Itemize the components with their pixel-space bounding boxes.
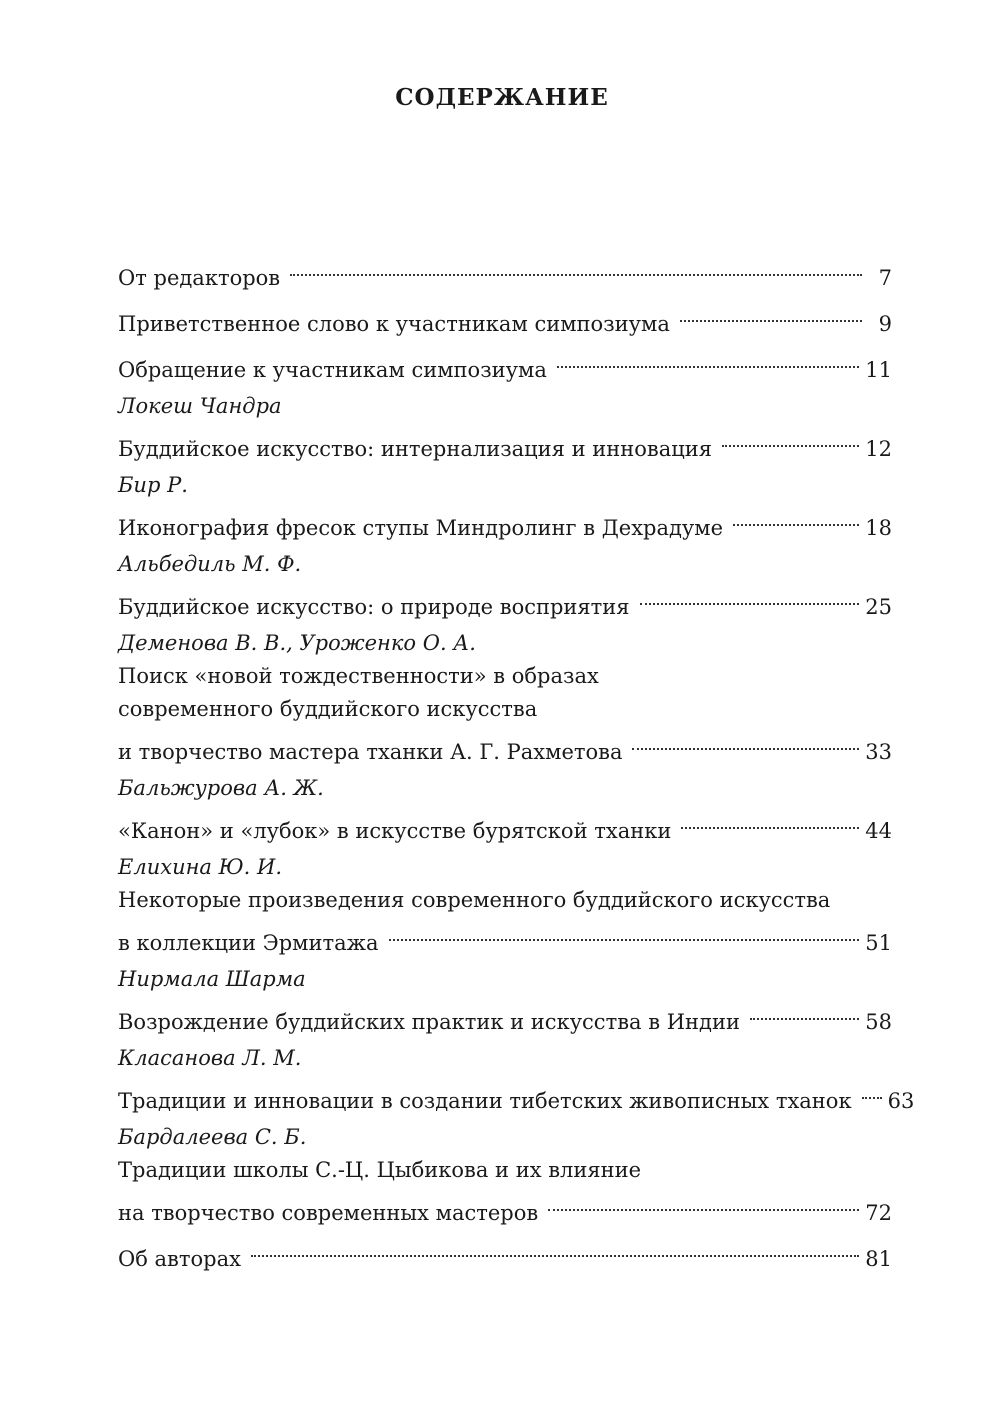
toc-entry-title: «Канон» и «лубок» в искусстве бурятской тханки: [118, 819, 672, 843]
dot-leader: [251, 1233, 859, 1266]
toc-entry-page-number: 44: [865, 819, 892, 843]
table-of-contents: [118, 252, 915, 1279]
toc-entry-title: Буддийское искусство: о природе восприятия: [118, 595, 630, 619]
toc-entry: [118, 1233, 892, 1271]
toc-entry-page-number: 7: [878, 266, 892, 290]
toc-entry-title: на творчество современных мастеров: [118, 1201, 539, 1225]
toc-entry: [118, 627, 892, 764]
toc-entry-title: Иконография фресок ступы Миндролинг в Дехрадуме: [118, 516, 724, 540]
toc-entry-title: в коллекции Эрмитажа: [118, 931, 379, 955]
dot-leader: [290, 252, 862, 285]
toc-entry-author: Нирмала Шарма: [118, 967, 306, 991]
toc-entry-author: Бальжурова А. Ж.: [118, 776, 324, 800]
dot-leader: [722, 423, 859, 456]
dot-leader: [389, 917, 860, 950]
toc-entry-title-row: [118, 581, 892, 619]
toc-entry-page-number: 18: [865, 516, 892, 540]
toc-entry-page-number: 81: [865, 1247, 892, 1271]
toc-entry-author: Локеш Чандра: [118, 394, 282, 418]
toc-entry-title: Традиции и инновации в создании тибетских живописных тханок: [118, 1089, 852, 1113]
dot-leader: [557, 344, 859, 377]
toc-entry: [118, 469, 892, 540]
toc-entry-title-row: [118, 1187, 892, 1225]
toc-entry-author: Бир Р.: [118, 473, 188, 497]
toc-entry-title: Буддийское искусство: интернализация и инновация: [118, 437, 712, 461]
toc-entry: [118, 390, 892, 461]
toc-entry-author: Класанова Л. М.: [118, 1046, 302, 1070]
page-title: СОДЕРЖАНИЕ: [395, 84, 609, 111]
toc-entry-title-row: [118, 252, 892, 290]
toc-entry: [118, 1042, 915, 1113]
toc-entry: [118, 851, 892, 955]
toc-entry-author: Бардалеева С. Б.: [118, 1125, 307, 1149]
toc-entry-page-number: 63: [887, 1089, 915, 1113]
dot-leader: [733, 502, 859, 535]
toc-entry-page-number: 12: [865, 437, 892, 461]
toc-entry-title: и творчество мастера тханки А. Г. Рахметова: [118, 740, 623, 764]
toc-entry: [118, 772, 892, 843]
toc-entry-title-line: Некоторые произведения современного буддийского искусства: [118, 888, 831, 912]
toc-entry-title: Возрождение буддийских практик и искусства в Индии: [118, 1010, 740, 1034]
toc-entry-title-line: Традиции школы С.-Ц. Цыбикова и их влияние: [118, 1158, 642, 1182]
toc-entry-title-line: Поиск «новой тождественности» в образах: [118, 664, 599, 688]
toc-entry-title-row: [118, 996, 892, 1034]
toc-entry-author: Елихина Ю. И.: [118, 855, 283, 879]
dot-leader: [681, 805, 859, 838]
toc-entry-title-row: [118, 1233, 892, 1271]
toc-entry-author: Альбедиль М. Ф.: [118, 552, 302, 576]
toc-entry-title-row: [118, 423, 892, 461]
toc-entry-title: Обращение к участникам симпозиума: [118, 358, 547, 382]
toc-entry-page-number: 11: [865, 358, 892, 382]
toc-entry-title-line: современного буддийского искусства: [118, 697, 538, 721]
toc-entry-page-number: 25: [865, 595, 892, 619]
toc-entry-title-row: [118, 502, 892, 540]
dot-leader: [862, 1075, 882, 1108]
dot-leader: [750, 996, 859, 1029]
toc-entry-title-row: [118, 917, 892, 955]
toc-entry-title-row: [118, 805, 892, 843]
toc-entry-page-number: 58: [865, 1010, 892, 1034]
dot-leader: [548, 1187, 859, 1220]
toc-entry-title-row: [118, 726, 892, 764]
toc-entry-page-number: 33: [865, 740, 892, 764]
toc-entry: [118, 963, 892, 1034]
toc-entry-title-row: [118, 1075, 915, 1113]
toc-entry-page-number: 51: [865, 931, 892, 955]
toc-entry: [118, 344, 892, 382]
toc-entry: [118, 1121, 892, 1225]
toc-entry-title: От редакторов: [118, 266, 281, 290]
dot-leader: [680, 298, 862, 331]
toc-entry: [118, 252, 892, 290]
toc-entry-author: Деменова В. В., Уроженко О. А.: [118, 631, 476, 655]
toc-entry: [118, 298, 892, 336]
toc-entry-page-number: 72: [865, 1201, 892, 1225]
toc-entry-page-number: 9: [878, 312, 892, 336]
toc-entry-title-row: [118, 344, 892, 382]
toc-entry: [118, 548, 892, 619]
dot-leader: [640, 581, 860, 614]
toc-entry-title: Приветственное слово к участникам симпозиума: [118, 312, 670, 336]
toc-entry-title: Об авторах: [118, 1247, 241, 1271]
dot-leader: [632, 726, 859, 759]
toc-entry-title-row: [118, 298, 892, 336]
